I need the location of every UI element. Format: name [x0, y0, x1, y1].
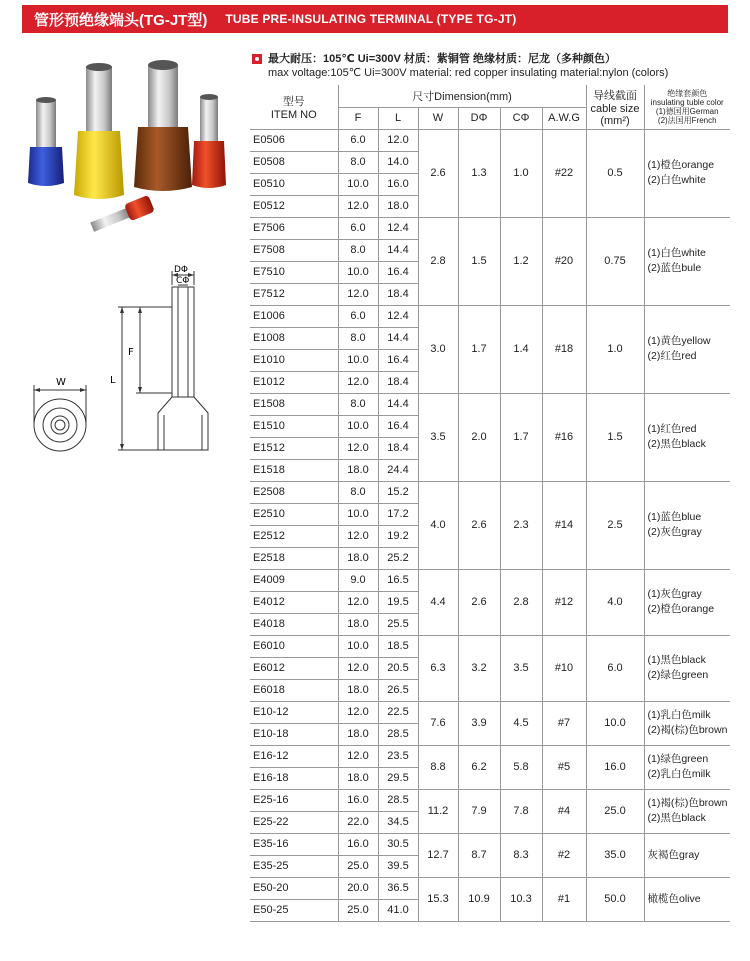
l-cell: 18.4	[378, 437, 418, 459]
color-option-1: (1)乳白色milk	[647, 709, 711, 721]
specs-cn: 最大耐压：105℃ Ui=300V 材质：紫铜管 绝缘材质：尼龙（多种颜色）	[268, 53, 616, 65]
f-cell: 12.0	[338, 525, 378, 547]
l-header: L	[378, 107, 418, 129]
cphi-cell: 1.7	[500, 393, 542, 481]
color-option-1: (1)黑色black	[647, 654, 706, 666]
awg-cell: #16	[542, 393, 586, 481]
dphi-cell: 8.7	[458, 833, 500, 877]
cphi-cell: 4.5	[500, 701, 542, 745]
awg-cell: #1	[542, 877, 586, 921]
dphi-header: DΦ	[458, 107, 500, 129]
color-option-2: (2)白色white	[647, 174, 706, 186]
awg-cell: #14	[542, 481, 586, 569]
f-cell: 22.0	[338, 811, 378, 833]
item-no-cell: E7510	[250, 261, 338, 283]
dphi-cell: 7.9	[458, 789, 500, 833]
specs-block	[252, 52, 668, 80]
item-no-cell: E16-18	[250, 767, 338, 789]
l-cell: 30.5	[378, 833, 418, 855]
yellow-terminal	[74, 63, 124, 199]
cable-size-cell: 10.0	[586, 701, 644, 745]
w-cell: 8.8	[418, 745, 458, 789]
cphi-header: CΦ	[500, 107, 542, 129]
cable-size-cell: 35.0	[586, 833, 644, 877]
cphi-cell: 5.8	[500, 745, 542, 789]
f-cell: 12.0	[338, 657, 378, 679]
item-no-cell: E1008	[250, 327, 338, 349]
item-no-cell: E2512	[250, 525, 338, 547]
cphi-cell: 2.8	[500, 569, 542, 635]
table-row	[250, 789, 730, 811]
cable-size-cell: 25.0	[586, 789, 644, 833]
cphi-cell: 1.4	[500, 305, 542, 393]
spec-table	[250, 85, 730, 922]
color-option-2: (2)灰色gray	[647, 526, 702, 538]
l-cell: 25.5	[378, 613, 418, 635]
l-cell: 22.5	[378, 701, 418, 723]
l-cell: 14.4	[378, 327, 418, 349]
item-no-cell: E0506	[250, 129, 338, 151]
w-cell: 12.7	[418, 833, 458, 877]
color-cell	[644, 129, 730, 217]
f-cell: 18.0	[338, 723, 378, 745]
awg-cell: #22	[542, 129, 586, 217]
l-cell: 14.4	[378, 239, 418, 261]
dphi-cell: 6.2	[458, 745, 500, 789]
w-cell: 4.4	[418, 569, 458, 635]
dphi-cell: 2.6	[458, 481, 500, 569]
item-no-cell: E1512	[250, 437, 338, 459]
f-cell: 12.0	[338, 591, 378, 613]
l-cell: 28.5	[378, 789, 418, 811]
item-no-cell: E4009	[250, 569, 338, 591]
w-cell: 4.0	[418, 481, 458, 569]
color-option-2: (2)蓝色bule	[647, 262, 702, 274]
item-no-cell: E4012	[250, 591, 338, 613]
awg-cell: #18	[542, 305, 586, 393]
color-option-2: (2)橙色orange	[647, 603, 715, 615]
l-cell: 14.4	[378, 393, 418, 415]
dphi-cell: 1.7	[458, 305, 500, 393]
color-option-1: 灰褐色gray	[647, 848, 700, 861]
cable-size-cell: 1.0	[586, 305, 644, 393]
awg-cell: #7	[542, 701, 586, 745]
color-cell	[644, 877, 730, 921]
color-option-2: (2)褐(棕)色brown	[647, 724, 728, 736]
cable-size-cell: 6.0	[586, 635, 644, 701]
f-cell: 8.0	[338, 481, 378, 503]
w-cell: 2.6	[418, 129, 458, 217]
cphi-cell: 2.3	[500, 481, 542, 569]
l-cell: 20.5	[378, 657, 418, 679]
dimension-header: 尺寸Dimension(mm)	[338, 85, 586, 107]
f-cell: 18.0	[338, 459, 378, 481]
color-option-2: (2)绿色green	[647, 669, 709, 681]
color-cell	[644, 481, 730, 569]
awg-cell: #4	[542, 789, 586, 833]
l-cell: 18.4	[378, 371, 418, 393]
red-terminal	[192, 94, 226, 188]
l-cell: 23.5	[378, 745, 418, 767]
l-cell: 18.5	[378, 635, 418, 657]
f-cell: 9.0	[338, 569, 378, 591]
table-row	[250, 877, 730, 899]
l-cell: 17.2	[378, 503, 418, 525]
product-photo	[20, 55, 230, 245]
awg-cell: #20	[542, 217, 586, 305]
color-cell	[644, 701, 730, 745]
label-cphi: CΦ	[176, 276, 190, 286]
f-cell: 20.0	[338, 877, 378, 899]
dphi-cell: 3.9	[458, 701, 500, 745]
item-no-cell: E0512	[250, 195, 338, 217]
item-no-cell: E2518	[250, 547, 338, 569]
item-no-cell: E2510	[250, 503, 338, 525]
f-cell: 6.0	[338, 129, 378, 151]
item-no-cell: E10-12	[250, 701, 338, 723]
f-cell: 6.0	[338, 217, 378, 239]
cphi-cell: 3.5	[500, 635, 542, 701]
table-row	[250, 393, 730, 415]
cable-size-header: 导线截面 cable size (mm²)	[586, 85, 644, 129]
item-no-cell: E1012	[250, 371, 338, 393]
cphi-cell: 7.8	[500, 789, 542, 833]
w-cell: 15.3	[418, 877, 458, 921]
l-cell: 16.4	[378, 349, 418, 371]
item-no-cell: E16-12	[250, 745, 338, 767]
cable-size-cell: 0.75	[586, 217, 644, 305]
f-cell: 8.0	[338, 393, 378, 415]
f-cell: 25.0	[338, 899, 378, 921]
item-no-header: 型号 ITEM NO	[250, 85, 338, 129]
table-row	[250, 701, 730, 723]
l-cell: 36.5	[378, 877, 418, 899]
color-option-1: (1)白色white	[647, 247, 706, 259]
color-option-1: (1)绿色green	[647, 753, 709, 765]
item-no-cell: E35-25	[250, 855, 338, 877]
color-cell	[644, 393, 730, 481]
f-cell: 12.0	[338, 283, 378, 305]
item-no-cell: E0510	[250, 173, 338, 195]
color-option-2: (2)红色red	[647, 350, 697, 362]
l-cell: 29.5	[378, 767, 418, 789]
f-cell: 10.0	[338, 415, 378, 437]
brown-terminal	[134, 60, 192, 191]
cable-size-cell: 16.0	[586, 745, 644, 789]
l-cell: 41.0	[378, 899, 418, 921]
item-no-cell: E7506	[250, 217, 338, 239]
table-row	[250, 129, 730, 151]
w-cell: 3.0	[418, 305, 458, 393]
awg-cell: #5	[542, 745, 586, 789]
l-cell: 15.2	[378, 481, 418, 503]
color-cell	[644, 789, 730, 833]
label-f: F	[128, 347, 134, 358]
f-cell: 8.0	[338, 327, 378, 349]
item-no-cell: E1510	[250, 415, 338, 437]
item-no-cell: E1006	[250, 305, 338, 327]
cable-size-cell: 50.0	[586, 877, 644, 921]
w-cell: 11.2	[418, 789, 458, 833]
f-cell: 12.0	[338, 701, 378, 723]
l-cell: 18.0	[378, 195, 418, 217]
dphi-cell: 2.0	[458, 393, 500, 481]
color-option-2: (2)乳白色milk	[647, 768, 711, 780]
table-row	[250, 833, 730, 855]
title-cn: 管形预绝缘端头(TG-JT型)	[34, 11, 208, 29]
item-no-cell: E1010	[250, 349, 338, 371]
table-row	[250, 305, 730, 327]
f-header: F	[338, 107, 378, 129]
cable-size-cell: 1.5	[586, 393, 644, 481]
item-no-cell: E50-20	[250, 877, 338, 899]
item-no-cell: E25-22	[250, 811, 338, 833]
item-no-cell: E4018	[250, 613, 338, 635]
item-no-cell: E7512	[250, 283, 338, 305]
f-cell: 12.0	[338, 371, 378, 393]
l-cell: 25.2	[378, 547, 418, 569]
item-no-cell: E35-16	[250, 833, 338, 855]
blue-terminal	[28, 97, 64, 186]
item-no-cell: E25-16	[250, 789, 338, 811]
l-cell: 39.5	[378, 855, 418, 877]
l-cell: 19.2	[378, 525, 418, 547]
f-cell: 16.0	[338, 833, 378, 855]
l-cell: 16.4	[378, 261, 418, 283]
cphi-cell: 10.3	[500, 877, 542, 921]
awg-cell: #12	[542, 569, 586, 635]
f-cell: 18.0	[338, 613, 378, 635]
l-cell: 34.5	[378, 811, 418, 833]
f-cell: 18.0	[338, 679, 378, 701]
cable-size-cell: 4.0	[586, 569, 644, 635]
color-header: 绝缘套颜色 insulating tuble color (1)德国用German (2)法国用French	[644, 85, 730, 129]
dphi-cell: 1.5	[458, 217, 500, 305]
item-no-cell: E1518	[250, 459, 338, 481]
item-no-cell: E10-18	[250, 723, 338, 745]
table-row	[250, 217, 730, 239]
w-cell: 2.8	[418, 217, 458, 305]
f-cell: 12.0	[338, 195, 378, 217]
l-cell: 12.0	[378, 129, 418, 151]
table-row	[250, 481, 730, 503]
item-no-cell: E6012	[250, 657, 338, 679]
color-option-1: 橄榄色olive	[647, 892, 701, 905]
w-cell: 3.5	[418, 393, 458, 481]
cable-size-cell: 0.5	[586, 129, 644, 217]
specs-en: max voltage:105℃ Ui=300V material: red copper insulating material:nylon (colors)	[268, 67, 669, 79]
f-cell: 10.0	[338, 635, 378, 657]
table-row	[250, 635, 730, 657]
item-no-cell: E50-25	[250, 899, 338, 921]
f-cell: 12.0	[338, 437, 378, 459]
color-option-1: (1)橙色orange	[647, 159, 715, 171]
color-option-2: (2)黑色black	[647, 438, 706, 450]
title-en: TUBE PRE-INSULATING TERMINAL (TYPE TG-JT)	[225, 12, 517, 26]
f-cell: 10.0	[338, 349, 378, 371]
dphi-cell: 3.2	[458, 635, 500, 701]
table-row	[250, 745, 730, 767]
w-cell: 6.3	[418, 635, 458, 701]
l-cell: 16.4	[378, 415, 418, 437]
label-w: W	[56, 377, 66, 388]
dphi-cell: 1.3	[458, 129, 500, 217]
f-cell: 8.0	[338, 239, 378, 261]
l-cell: 12.4	[378, 305, 418, 327]
f-cell: 10.0	[338, 261, 378, 283]
dimension-drawing	[22, 265, 232, 465]
awg-cell: #10	[542, 635, 586, 701]
label-l: L	[110, 375, 116, 386]
dphi-cell: 2.6	[458, 569, 500, 635]
awg-header: A.W.G	[542, 107, 586, 129]
l-cell: 16.5	[378, 569, 418, 591]
bullet-icon	[252, 54, 262, 64]
color-cell	[644, 569, 730, 635]
l-cell: 16.0	[378, 173, 418, 195]
cphi-cell: 1.0	[500, 129, 542, 217]
item-no-cell: E7508	[250, 239, 338, 261]
f-cell: 6.0	[338, 305, 378, 327]
cphi-cell: 8.3	[500, 833, 542, 877]
item-no-cell: E6018	[250, 679, 338, 701]
color-option-1: (1)褐(棕)色brown	[647, 797, 728, 809]
f-cell: 16.0	[338, 789, 378, 811]
color-cell	[644, 217, 730, 305]
item-no-cell: E6010	[250, 635, 338, 657]
label-dphi: DΦ	[174, 265, 189, 275]
l-cell: 19.5	[378, 591, 418, 613]
f-cell: 25.0	[338, 855, 378, 877]
color-cell	[644, 745, 730, 789]
color-cell	[644, 305, 730, 393]
title-banner	[22, 5, 728, 33]
table-row	[250, 569, 730, 591]
spec-table-body	[250, 129, 730, 921]
w-header: W	[418, 107, 458, 129]
color-option-1: (1)红色red	[647, 423, 697, 435]
color-cell	[644, 635, 730, 701]
f-cell: 12.0	[338, 745, 378, 767]
l-cell: 24.4	[378, 459, 418, 481]
color-option-1: (1)灰色gray	[647, 588, 702, 600]
cable-size-cell: 2.5	[586, 481, 644, 569]
l-cell: 26.5	[378, 679, 418, 701]
f-cell: 10.0	[338, 503, 378, 525]
l-cell: 14.0	[378, 151, 418, 173]
awg-cell: #2	[542, 833, 586, 877]
item-no-cell: E1508	[250, 393, 338, 415]
f-cell: 18.0	[338, 547, 378, 569]
cphi-cell: 1.2	[500, 217, 542, 305]
small-red-terminal	[89, 195, 155, 236]
color-option-1: (1)黄色yellow	[647, 335, 711, 347]
item-no-cell: E2508	[250, 481, 338, 503]
l-cell: 18.4	[378, 283, 418, 305]
dphi-cell: 10.9	[458, 877, 500, 921]
f-cell: 10.0	[338, 173, 378, 195]
f-cell: 8.0	[338, 151, 378, 173]
color-option-1: (1)蓝色blue	[647, 511, 702, 523]
item-no-cell: E0508	[250, 151, 338, 173]
w-cell: 7.6	[418, 701, 458, 745]
f-cell: 18.0	[338, 767, 378, 789]
l-cell: 12.4	[378, 217, 418, 239]
color-cell	[644, 833, 730, 877]
color-option-2: (2)黑色black	[647, 812, 706, 824]
l-cell: 28.5	[378, 723, 418, 745]
